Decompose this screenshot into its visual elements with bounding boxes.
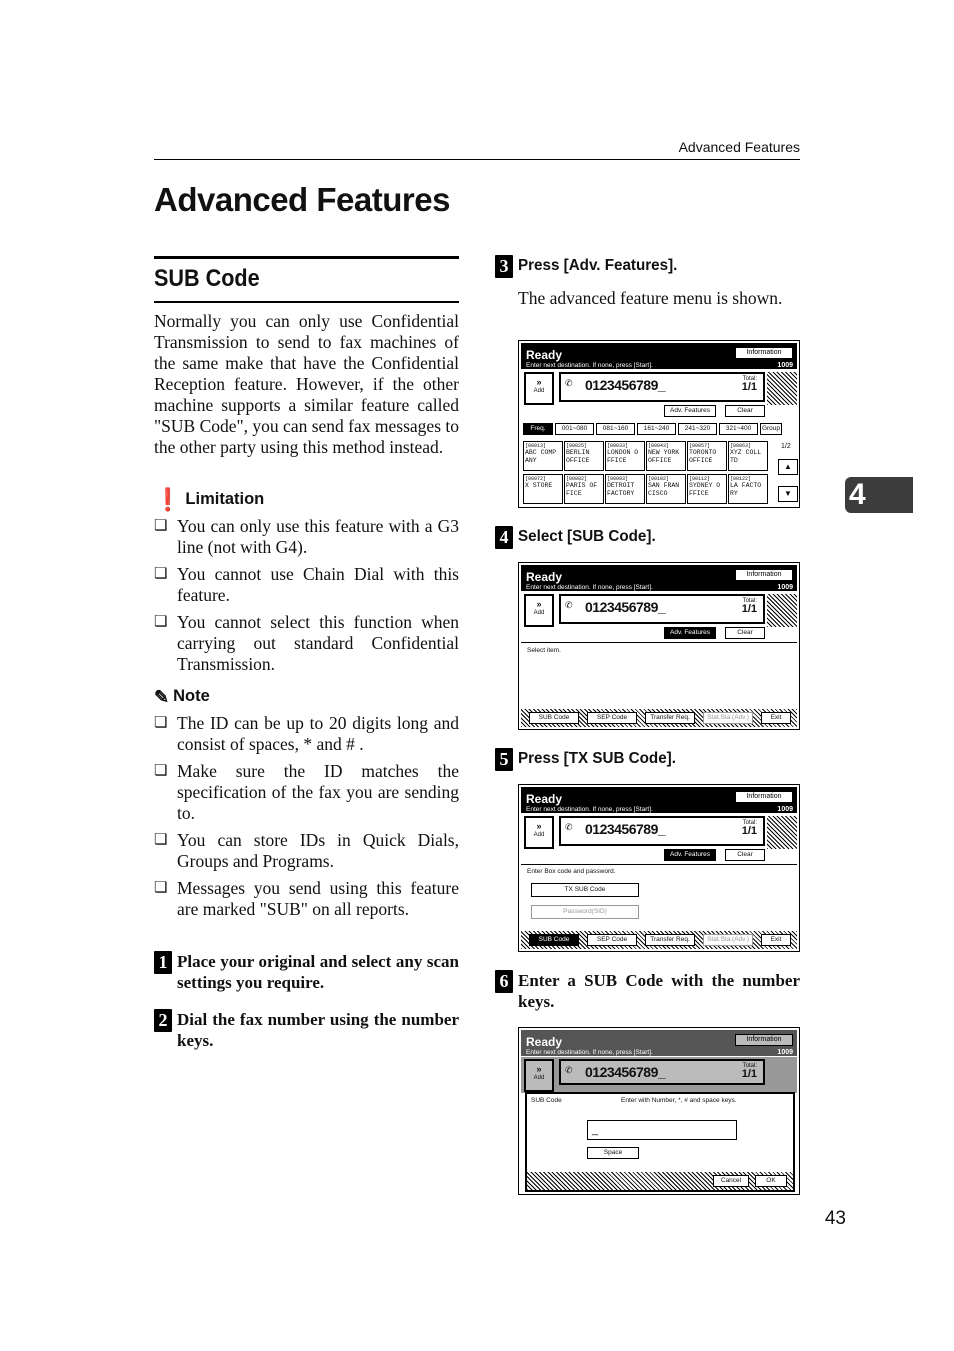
destination-field (559, 1059, 765, 1085)
double-chevron-icon: » (536, 1064, 542, 1074)
list-item: ❏ You can store IDs in Quick Dials, Groups and Programs. (154, 830, 459, 871)
quick-dial-key[interactable]: [00093] DETROIT FACTORY (605, 474, 645, 504)
instruction-text: Enter next destination. If none, press [Start]. (526, 1049, 653, 1056)
tab-group[interactable]: Group (760, 423, 782, 435)
quick-dial-key[interactable]: [00122] LA FACTO RY (728, 474, 768, 504)
list-item: ❏ You cannot use Chain Dial with this feature. (154, 564, 459, 605)
double-chevron-icon: » (536, 599, 542, 609)
quick-dial-key[interactable]: [00057] TORONTO OFFICE (687, 441, 727, 471)
memory-count: 1009 (777, 584, 793, 591)
header-rule (154, 159, 800, 160)
dialog-bottom-bar (527, 1172, 793, 1190)
double-chevron-icon: » (536, 821, 542, 831)
pencil-icon: ✎ (154, 686, 170, 707)
select-item-text: Select item. (527, 647, 561, 654)
exclamation-icon: ❗ (154, 486, 182, 512)
list-item: ❏ The ID can be up to 20 digits long and consist of spaces, * and # . (154, 713, 459, 754)
limitation-heading-text: Limitation (185, 490, 265, 508)
list-item: ❏ You cannot select this function when carrying out standard Confidential Transmission. (154, 612, 459, 674)
list-item: ❏ You can only use this feature with a G3 line (not with G4). (154, 516, 459, 557)
quick-dial-row-2 (523, 474, 768, 504)
clear-button[interactable]: Clear (725, 405, 765, 417)
memory-count: 1009 (777, 806, 793, 813)
step-2 (154, 1009, 459, 1051)
quick-dial-key[interactable]: [00063] XYZ COLL TD (728, 441, 768, 471)
step-number: 6 (495, 970, 513, 993)
quick-dial-key[interactable]: [00043] NEW YORK OFFICE (646, 441, 686, 471)
transfer-req-button[interactable]: Transfer Req. (645, 712, 695, 724)
page-indicator: 1/2 (781, 443, 791, 450)
step-number: 4 (495, 526, 513, 549)
checkbox-icon: ❏ (154, 832, 168, 848)
add-button[interactable]: » Add (524, 1059, 554, 1092)
enter-with-text: Enter with Number, *, # and space keys. (621, 1097, 737, 1104)
instruction-text: Enter next destination. If none, press [Start]. (526, 362, 653, 369)
memory-count: 1009 (777, 362, 793, 369)
step-1 (154, 951, 459, 993)
dotted-pattern (767, 816, 797, 849)
step-3-detail: The advanced feature menu is shown. (518, 288, 783, 308)
ready-status: Ready (526, 1035, 563, 1049)
instruction-text: Enter next destination. If none, press [Start]. (526, 584, 653, 591)
tab-321-400[interactable]: 321~400 (719, 423, 758, 435)
double-chevron-icon: » (536, 377, 542, 387)
total-counter: Total: 1/1 (741, 820, 757, 837)
running-head: Advanced Features (678, 139, 800, 155)
intro-paragraph: Normally you can only use Confidential Transmission to send to fax machines of the same make that have the Confidential Reception feature. However, if the other machine supports a similar feature called "SUB Code", you can send fax messages to the other party using this method instead. (154, 311, 459, 457)
ready-status: Ready (526, 570, 563, 584)
screen-sub-code-entry (518, 1027, 800, 1195)
page-number: 43 (824, 1208, 846, 1229)
sub-code-button[interactable]: SUB Code (529, 934, 579, 946)
information-button[interactable]: Information (735, 1034, 793, 1046)
quick-dial-key[interactable]: [00033] LONDON O FFICE (605, 441, 645, 471)
step-text: Place your original and select any scan settings you require. (177, 952, 459, 992)
scroll-down-button[interactable]: ▼ (778, 486, 798, 502)
divider (521, 864, 797, 865)
limitation-heading (154, 486, 265, 512)
dial-tabs (523, 423, 782, 435)
page-title: Advanced Features (154, 181, 450, 218)
adv-features-button[interactable]: Adv. Features (664, 627, 716, 639)
screen-select-item (518, 562, 800, 730)
destination-field (559, 816, 765, 846)
exit-button[interactable]: Exit (761, 934, 791, 946)
step-number: 2 (154, 1009, 172, 1032)
phone-icon: ✆ (565, 600, 573, 610)
step-5 (495, 748, 800, 771)
step-text: Select [SUB Code]. (518, 528, 656, 545)
chapter-tab: 4 (845, 477, 913, 513)
quick-dial-key[interactable]: [00072] X STORE (523, 474, 563, 504)
transfer-req-button[interactable]: Transfer Req. (645, 934, 695, 946)
scroll-up-button[interactable]: ▲ (778, 459, 798, 475)
instruction-text: Enter next destination. If none, press [Start]. (526, 806, 653, 813)
status-bar (521, 343, 797, 369)
sub-code-input[interactable]: _ (587, 1120, 737, 1140)
information-button[interactable]: Information (735, 569, 793, 581)
tab-001-080[interactable]: 001~080 (555, 423, 594, 435)
sep-code-button[interactable]: SEP Code (587, 934, 637, 946)
step-text: Press [TX SUB Code]. (518, 750, 676, 767)
dialed-number: 0123456789_ (585, 377, 666, 393)
add-button[interactable]: » Add (524, 594, 554, 627)
add-button[interactable]: » Add (524, 372, 554, 405)
stat-sta-button[interactable]: Stat.Sta.(Adv.) (703, 934, 753, 946)
quick-dial-key[interactable]: [00025] BERLIN OFFICE (564, 441, 604, 471)
sub-code-dialog (525, 1092, 795, 1192)
section-title: SUB Code (154, 265, 260, 292)
step-3 (495, 255, 800, 278)
quick-dial-key[interactable]: [00102] SAN FRAN CISCO (646, 474, 686, 504)
dialed-number: 0123456789_ (585, 1064, 666, 1080)
cancel-button[interactable]: Cancel (713, 1175, 749, 1187)
destination-field (559, 594, 765, 624)
dialed-number: 0123456789_ (585, 599, 666, 615)
status-bar (521, 787, 797, 813)
total-counter: Total: 1/1 (741, 1063, 757, 1080)
note-heading-text: Note (173, 687, 210, 705)
divider (521, 642, 797, 643)
dialed-number: 0123456789_ (585, 821, 666, 837)
adv-features-button[interactable]: Adv. Features (664, 405, 716, 417)
step-text: Enter a SUB Code with the number keys. (518, 971, 800, 1011)
add-button[interactable]: » Add (524, 816, 554, 849)
phone-icon: ✆ (565, 378, 573, 388)
step-4 (495, 526, 800, 549)
step-text: Dial the fax number using the number keys. (177, 1010, 459, 1050)
destination-field (559, 372, 765, 402)
tab-241-320[interactable]: 241~320 (678, 423, 717, 435)
checkbox-icon: ❏ (154, 518, 168, 534)
section-rule-top (154, 256, 459, 259)
sub-code-label: SUB Code (531, 1097, 562, 1104)
quick-dial-key[interactable]: [00013] ABC COMP ANY (523, 441, 563, 471)
space-button[interactable]: Space (587, 1147, 639, 1159)
limitation-list (154, 516, 459, 681)
password-button[interactable]: Password(SID) (531, 905, 639, 919)
clear-button[interactable]: Clear (725, 849, 765, 861)
step-6 (495, 970, 800, 1012)
stat-sta-button[interactable]: Stat.Sta.(Adv.) (703, 712, 753, 724)
tab-freq[interactable]: Freq. (523, 423, 553, 435)
adv-features-button[interactable]: Adv. Features (664, 849, 716, 861)
memory-count: 1009 (777, 1049, 793, 1056)
dotted-pattern (767, 372, 797, 405)
tx-sub-code-button[interactable]: TX SUB Code (531, 883, 639, 897)
note-list (154, 713, 459, 926)
list-item: ❏ Messages you send using this feature are marked "SUB" on all reports. (154, 878, 459, 919)
dotted-pattern (767, 594, 797, 627)
enter-box-text: Enter Box code and password. (527, 868, 616, 875)
total-counter: Total: 1/1 (741, 598, 757, 615)
note-heading (154, 687, 210, 706)
step-number: 3 (495, 255, 513, 278)
step-text: Press [Adv. Features]. (518, 257, 678, 274)
sub-code-button[interactable]: SUB Code (529, 712, 579, 724)
tab-161-240[interactable]: 161~240 (637, 423, 676, 435)
ready-status: Ready (526, 348, 563, 362)
information-button[interactable]: Information (735, 791, 793, 803)
total-counter: Total: 1/1 (741, 376, 757, 393)
section-rule-bottom (154, 301, 459, 303)
checkbox-icon: ❏ (154, 715, 168, 731)
phone-icon: ✆ (565, 1065, 573, 1075)
quick-dial-row-1 (523, 441, 768, 471)
checkbox-icon: ❏ (154, 880, 168, 896)
tab-081-160[interactable]: 081~160 (596, 423, 635, 435)
clear-button[interactable]: Clear (725, 627, 765, 639)
screen-tx-sub-code (518, 784, 800, 952)
status-bar (521, 1030, 797, 1056)
quick-dial-key[interactable]: [00112] SYDNEY O FFICE (687, 474, 727, 504)
status-bar (521, 565, 797, 591)
checkbox-icon: ❏ (154, 614, 168, 630)
phone-icon: ✆ (565, 822, 573, 832)
sep-code-button[interactable]: SEP Code (587, 712, 637, 724)
information-button[interactable]: Information (735, 347, 793, 359)
ready-status: Ready (526, 792, 563, 806)
list-item: ❏ Make sure the ID matches the specification of the fax you are sending to. (154, 761, 459, 823)
step-number: 5 (495, 748, 513, 771)
checkbox-icon: ❏ (154, 763, 168, 779)
step-number: 1 (154, 951, 172, 974)
checkbox-icon: ❏ (154, 566, 168, 582)
screen-fax-main (518, 340, 800, 508)
ok-button[interactable]: OK (755, 1175, 787, 1187)
exit-button[interactable]: Exit (761, 712, 791, 724)
quick-dial-key[interactable]: [00082] PARIS OF FICE (564, 474, 604, 504)
